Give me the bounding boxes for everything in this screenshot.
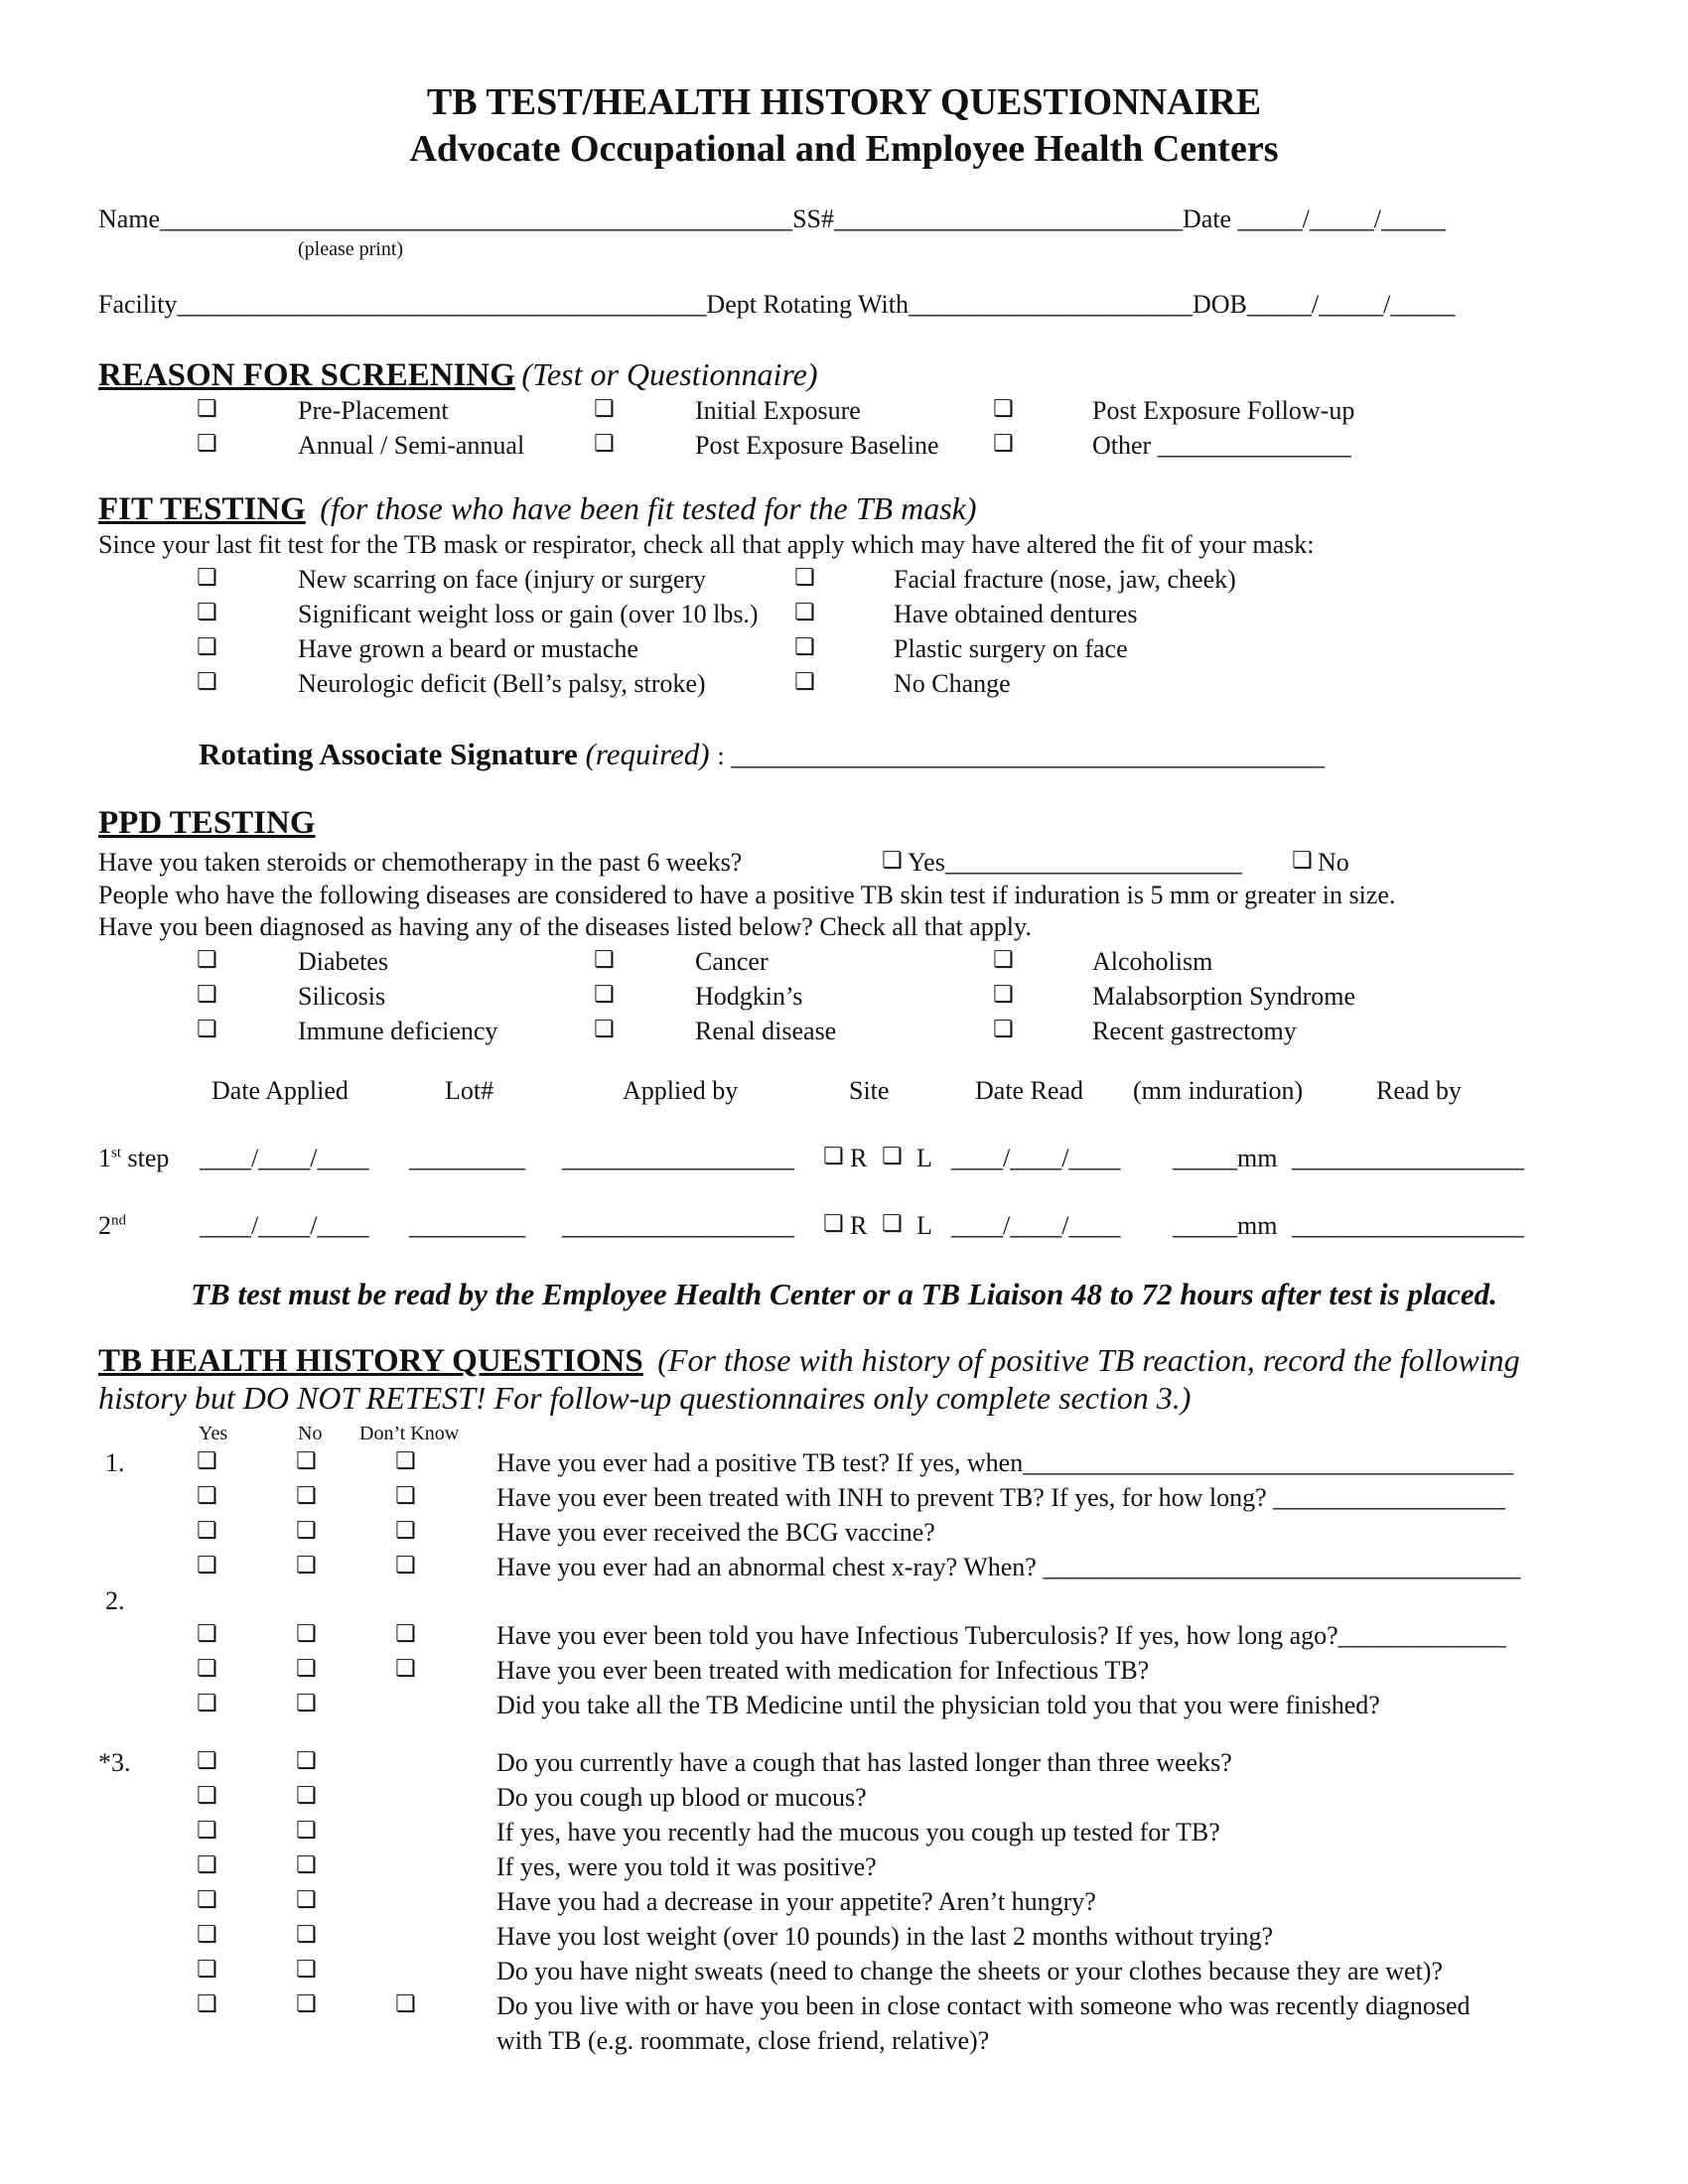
- checkbox-no[interactable]: ❏: [296, 1691, 317, 1716]
- checkbox-beard[interactable]: ❏: [197, 634, 217, 660]
- disease-immune-deficiency: Immune deficiency: [298, 1017, 498, 1045]
- section-1-number: 1.: [105, 1448, 125, 1477]
- step2-site-l: L: [916, 1211, 932, 1240]
- option-pre-placement: Pre-Placement: [298, 396, 449, 425]
- checkbox-gastrectomy[interactable]: ❏: [993, 1017, 1014, 1042]
- checkbox-no[interactable]: ❏: [296, 1518, 317, 1544]
- disease-hodgkins: Hodgkin’s: [695, 982, 803, 1011]
- col-read-by: Read by: [1376, 1076, 1462, 1105]
- step1-applied-by[interactable]: __________________: [562, 1144, 794, 1172]
- checkbox-post-exposure-baseline[interactable]: ❏: [594, 431, 615, 457]
- checkbox-hodgkins[interactable]: ❏: [594, 982, 615, 1008]
- checkbox-no[interactable]: ❏: [296, 1448, 317, 1474]
- checkbox-yes[interactable]: ❏: [197, 1748, 217, 1774]
- step1-date-applied[interactable]: ____/____/____: [200, 1144, 369, 1172]
- step1-lot[interactable]: _________: [409, 1144, 525, 1172]
- ppd-heading: PPD TESTING: [98, 805, 316, 841]
- option-annual: Annual / Semi-annual: [298, 431, 525, 460]
- checkbox-yes[interactable]: ❏: [197, 1553, 217, 1578]
- fit-heading-row: [98, 492, 977, 526]
- signature-label: Rotating Associate Signature: [199, 737, 578, 771]
- option-beard: Have grown a beard or mustache: [298, 634, 638, 663]
- question-text: If yes, were you told it was positive?: [496, 1852, 877, 1881]
- steroids-question: Have you taken steroids or chemotherapy in the past 6 weeks?: [98, 848, 743, 877]
- disease-silicosis: Silicosis: [298, 982, 386, 1011]
- history-note-1: (For those with history of positive TB reaction, record the following: [657, 1342, 1520, 1378]
- history-note-2: history but DO NOT RETEST! For follow-up questionnaires only complete section 3.): [98, 1380, 1192, 1416]
- question-text: Do you currently have a cough that has lasted longer than three weeks?: [496, 1748, 1232, 1777]
- name-ss-date-line[interactable]: Name_________________________________________________SS#___________________________Date _____/_____/_____: [98, 205, 1447, 233]
- signature-required: (required): [585, 737, 710, 771]
- step1-mm[interactable]: _____mm: [1173, 1144, 1278, 1172]
- checkbox-yes[interactable]: ❏: [197, 1656, 217, 1682]
- history-heading-row: [98, 1344, 1520, 1378]
- steroids-yes-label[interactable]: Yes_______________________: [908, 848, 1242, 877]
- step2-mm[interactable]: _____mm: [1173, 1211, 1278, 1240]
- fit-note: (for those who have been fit tested for the TB mask): [320, 490, 977, 526]
- checkbox-weight-change[interactable]: ❏: [197, 600, 217, 625]
- question-text: Have you lost weight (over 10 pounds) in the last 2 months without trying?: [496, 1922, 1274, 1951]
- checkbox-new-scarring[interactable]: ❏: [197, 565, 217, 591]
- ppd-info-line-2: Have you been diagnosed as having any of the diseases listed below? Check all that apply.: [98, 912, 1032, 941]
- question-text: Have you ever had an abnormal chest x-ray? When? _____________________________________: [496, 1553, 1521, 1581]
- checkbox-annual[interactable]: ❏: [197, 431, 217, 457]
- step2-lot[interactable]: _________: [409, 1211, 525, 1240]
- col-site: Site: [849, 1076, 890, 1105]
- checkbox-yes[interactable]: ❏: [197, 1887, 217, 1913]
- checkbox-malabsorption[interactable]: ❏: [993, 982, 1014, 1008]
- question-text: Have you ever been treated with INH to prevent TB? If yes, for how long? __________________: [496, 1483, 1506, 1512]
- col-date-applied: Date Applied: [211, 1076, 349, 1105]
- reason-heading-row: [98, 358, 817, 392]
- question-text: Have you had a decrease in your appetite? Aren’t hungry?: [496, 1887, 1096, 1916]
- checkbox-no[interactable]: ❏: [296, 1991, 317, 2017]
- checkbox-dont-know[interactable]: ❏: [395, 1483, 416, 1509]
- option-dentures: Have obtained dentures: [894, 600, 1138, 628]
- checkbox-dont-know[interactable]: ❏: [395, 1553, 416, 1578]
- col-no: No: [298, 1423, 323, 1444]
- disease-cancer: Cancer: [695, 947, 769, 976]
- checkbox-post-exposure-followup[interactable]: ❏: [993, 396, 1014, 422]
- checkbox-immune-deficiency[interactable]: ❏: [197, 1017, 217, 1042]
- checkbox-facial-fracture[interactable]: ❏: [794, 565, 815, 591]
- checkbox-yes[interactable]: ❏: [197, 1991, 217, 2017]
- checkbox-no[interactable]: ❏: [296, 1483, 317, 1509]
- checkbox-no-change[interactable]: ❏: [794, 669, 815, 695]
- section-2-number: 2.: [105, 1586, 125, 1615]
- step2-checkbox-r[interactable]: ❏: [823, 1211, 844, 1237]
- disease-diabetes: Diabetes: [298, 947, 388, 976]
- checkbox-no[interactable]: ❏: [296, 1922, 317, 1948]
- checkbox-yes[interactable]: ❏: [197, 1957, 217, 1982]
- fit-instruction: Since your last fit test for the TB mask or respirator, check all that apply which may have altered the fit of your mask:: [98, 530, 1315, 559]
- checkbox-steroids-yes[interactable]: ❏: [882, 848, 903, 874]
- checkbox-no[interactable]: ❏: [296, 1818, 317, 1843]
- checkbox-no[interactable]: ❏: [296, 1748, 317, 1774]
- col-mm-induration: (mm induration): [1133, 1076, 1304, 1105]
- checkbox-dont-know[interactable]: ❏: [395, 1448, 416, 1474]
- step2-date-read[interactable]: ____/____/____: [951, 1211, 1121, 1240]
- disease-alcoholism: Alcoholism: [1092, 947, 1213, 976]
- steroids-no-label: No: [1318, 848, 1349, 877]
- checkbox-no[interactable]: ❏: [296, 1621, 317, 1647]
- option-post-exposure-followup: Post Exposure Follow-up: [1092, 396, 1355, 425]
- checkbox-no[interactable]: ❏: [296, 1656, 317, 1682]
- form-subtitle: Advocate Occupational and Employee Health Centers: [409, 128, 1279, 170]
- form-title: TB TEST/HEALTH HISTORY QUESTIONNAIRE: [426, 81, 1262, 123]
- checkbox-diabetes[interactable]: ❏: [197, 947, 217, 973]
- question-text: Have you ever been treated with medication for Infectious TB?: [496, 1656, 1150, 1685]
- step1-date-read[interactable]: ____/____/____: [951, 1144, 1121, 1172]
- signature-line[interactable]: : ______________________________________________: [717, 742, 1326, 770]
- question-text: Do you cough up blood or mucous?: [496, 1783, 867, 1812]
- checkbox-dont-know[interactable]: ❏: [395, 1518, 416, 1544]
- question-text: Do you live with or have you been in close contact with someone who was recently diagnosed: [496, 1991, 1471, 2020]
- checkbox-yes[interactable]: ❏: [197, 1621, 217, 1647]
- option-post-exposure-baseline: Post Exposure Baseline: [695, 431, 939, 460]
- checkbox-cancer[interactable]: ❏: [594, 947, 615, 973]
- option-initial-exposure: Initial Exposure: [695, 396, 861, 425]
- step2-site-r: R: [850, 1211, 868, 1240]
- checkbox-steroids-no[interactable]: ❏: [1292, 848, 1313, 874]
- reason-note: (Test or Questionnaire): [521, 356, 818, 392]
- question-text: If yes, have you recently had the mucous you cough up tested for TB?: [496, 1818, 1220, 1846]
- checkbox-yes[interactable]: ❏: [197, 1691, 217, 1716]
- reading-notice: TB test must be read by the Employee Health Center or a TB Liaison 48 to 72 hours after test is placed.: [191, 1277, 1497, 1311]
- col-date-read: Date Read: [975, 1076, 1084, 1105]
- option-facial-fracture: Facial fracture (nose, jaw, cheek): [894, 565, 1236, 594]
- question-text: Did you take all the TB Medicine until the physician told you that you were finished?: [496, 1691, 1380, 1719]
- checkbox-initial-exposure[interactable]: ❏: [594, 396, 615, 422]
- checkbox-renal-disease[interactable]: ❏: [594, 1017, 615, 1042]
- checkbox-yes[interactable]: ❏: [197, 1852, 217, 1878]
- col-applied-by: Applied by: [623, 1076, 739, 1105]
- reason-heading: REASON FOR SCREENING: [98, 357, 515, 393]
- checkbox-yes[interactable]: ❏: [197, 1518, 217, 1544]
- checkbox-yes[interactable]: ❏: [197, 1783, 217, 1809]
- checkbox-dont-know[interactable]: ❏: [395, 1991, 416, 2017]
- option-neurologic: Neurologic deficit (Bell’s palsy, stroke): [298, 669, 706, 698]
- checkbox-dentures[interactable]: ❏: [794, 600, 815, 625]
- step1-checkbox-l[interactable]: ❏: [882, 1144, 903, 1169]
- checkbox-yes[interactable]: ❏: [197, 1448, 217, 1474]
- checkbox-plastic-surgery[interactable]: ❏: [794, 634, 815, 660]
- step2-checkbox-l[interactable]: ❏: [882, 1211, 903, 1237]
- option-other[interactable]: Other _______________: [1092, 431, 1351, 460]
- history-heading: TB HEALTH HISTORY QUESTIONS: [98, 1343, 643, 1379]
- please-print-note: (please print): [298, 238, 404, 260]
- checkbox-yes[interactable]: ❏: [197, 1483, 217, 1509]
- question-text: Do you have night sweats (need to change the sheets or your clothes because they are wet)?: [496, 1957, 1443, 1985]
- col-lot: Lot#: [445, 1076, 494, 1105]
- step2-label: 2nd: [98, 1211, 126, 1240]
- checkbox-dont-know[interactable]: ❏: [395, 1656, 416, 1682]
- checkbox-silicosis[interactable]: ❏: [197, 982, 217, 1008]
- checkbox-pre-placement[interactable]: ❏: [197, 396, 217, 422]
- question-15-continued: with TB (e.g. roommate, close friend, relative)?: [496, 2026, 990, 2055]
- checkbox-neurologic[interactable]: ❏: [197, 669, 217, 695]
- step2-applied-by[interactable]: __________________: [562, 1211, 794, 1240]
- step2-date-applied[interactable]: ____/____/____: [200, 1211, 369, 1240]
- checkbox-no[interactable]: ❏: [296, 1887, 317, 1913]
- step2-read-by[interactable]: __________________: [1292, 1211, 1524, 1240]
- fit-heading: FIT TESTING: [98, 491, 306, 527]
- checkbox-no[interactable]: ❏: [296, 1553, 317, 1578]
- disease-gastrectomy: Recent gastrectomy: [1092, 1017, 1297, 1045]
- question-text: Have you ever had a positive TB test? If yes, when______________________________________: [496, 1448, 1514, 1477]
- question-text: Have you ever been told you have Infectious Tuberculosis? If yes, how long ago?_____________: [496, 1621, 1506, 1650]
- disease-malabsorption: Malabsorption Syndrome: [1092, 982, 1356, 1011]
- checkbox-yes[interactable]: ❏: [197, 1818, 217, 1843]
- option-plastic-surgery: Plastic surgery on face: [894, 634, 1128, 663]
- facility-dept-dob-line[interactable]: Facility_________________________________________Dept Rotating With______________________DOB_____/_____/_____: [98, 290, 1456, 319]
- ppd-info-line-1: People who have the following diseases are considered to have a positive TB skin test if induration is 5 mm or greater in size.: [98, 881, 1396, 909]
- option-weight-change: Significant weight loss or gain (over 10 lbs.): [298, 600, 759, 628]
- checkbox-dont-know[interactable]: ❏: [395, 1621, 416, 1647]
- signature-row: [199, 739, 1325, 769]
- step1-read-by[interactable]: __________________: [1292, 1144, 1524, 1172]
- question-text: Have you ever received the BCG vaccine?: [496, 1518, 935, 1547]
- checkbox-other[interactable]: ❏: [993, 431, 1014, 457]
- col-dont-know: Don’t Know: [359, 1423, 460, 1444]
- checkbox-alcoholism[interactable]: ❏: [993, 947, 1014, 973]
- col-yes: Yes: [199, 1423, 228, 1444]
- checkbox-no[interactable]: ❏: [296, 1852, 317, 1878]
- section-3-number: *3.: [98, 1748, 131, 1777]
- step1-label: 1st step: [98, 1144, 170, 1172]
- option-no-change: No Change: [894, 669, 1011, 698]
- checkbox-yes[interactable]: ❏: [197, 1922, 217, 1948]
- disease-renal-disease: Renal disease: [695, 1017, 837, 1045]
- step1-site-r: R: [850, 1144, 868, 1172]
- checkbox-no[interactable]: ❏: [296, 1783, 317, 1809]
- checkbox-no[interactable]: ❏: [296, 1957, 317, 1982]
- step1-checkbox-r[interactable]: ❏: [823, 1144, 844, 1169]
- step1-site-l: L: [916, 1144, 932, 1172]
- option-new-scarring: New scarring on face (injury or surgery: [298, 565, 707, 594]
